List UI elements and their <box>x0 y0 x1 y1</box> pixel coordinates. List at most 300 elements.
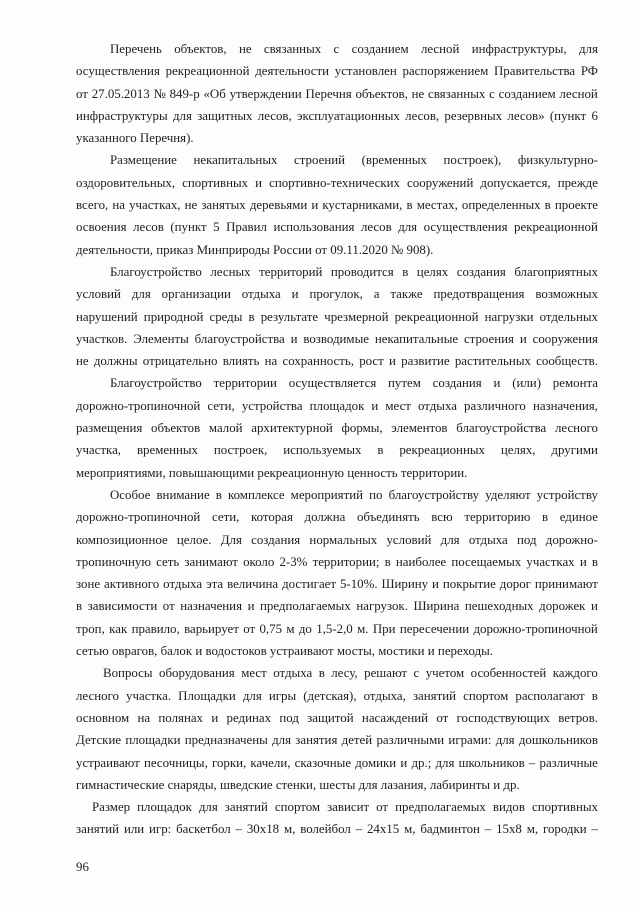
word: Правил <box>226 220 267 235</box>
text-line <box>76 573 598 595</box>
word: городки <box>542 822 587 837</box>
word: и <box>371 398 379 413</box>
word: участках <box>526 554 575 569</box>
word: предназначены <box>184 733 268 748</box>
word: Благоустройство <box>110 376 202 391</box>
word: пересечении <box>399 621 470 636</box>
text-line <box>76 662 598 684</box>
word: зоне <box>76 577 101 592</box>
word: чрезмерной <box>324 309 389 324</box>
word: прогулок, <box>309 287 363 302</box>
word: установлен <box>334 64 397 79</box>
word: нормальных <box>309 532 378 547</box>
word: элементов <box>391 421 448 436</box>
word: занятий <box>76 822 120 837</box>
word: домики <box>355 755 397 770</box>
word: и <box>579 554 587 569</box>
word: отдыха <box>273 666 313 681</box>
word: эта <box>206 577 224 592</box>
word: для <box>131 287 151 302</box>
word: освоения <box>76 220 127 235</box>
word: территорий <box>259 264 323 279</box>
word: особенностей <box>470 666 547 681</box>
text-line <box>76 328 598 350</box>
word: в <box>377 443 384 458</box>
word: целях, <box>500 443 536 458</box>
word: качели, <box>250 755 291 770</box>
word: дорожно-тропиночной <box>76 398 201 413</box>
text-line <box>76 818 598 840</box>
text-line <box>76 484 598 506</box>
text-line <box>76 729 598 751</box>
word: Элементы <box>133 331 189 346</box>
word: среды <box>209 309 243 324</box>
word: территории <box>213 376 277 391</box>
word: горки, <box>211 755 247 770</box>
word: участков. <box>76 331 128 346</box>
word: спортом <box>274 800 321 815</box>
text-line <box>76 350 598 372</box>
paragraph <box>76 484 598 662</box>
word: и <box>291 287 299 302</box>
word: распоряжением <box>402 64 489 79</box>
word: результате <box>260 309 319 324</box>
word: Для <box>220 532 242 547</box>
word: использования <box>273 220 355 235</box>
word: для <box>198 800 218 815</box>
word: баскетбол <box>176 822 231 837</box>
text-line <box>76 551 598 573</box>
word: от <box>436 710 449 725</box>
word: пешеходных <box>464 599 534 614</box>
word: сказочные <box>294 755 352 770</box>
word: занятий <box>224 800 268 815</box>
word: отдыха <box>163 577 203 592</box>
word: осуществления <box>423 220 508 235</box>
word: устраивают <box>76 755 140 770</box>
word: – <box>484 822 492 837</box>
word: кустарниками, <box>322 198 403 213</box>
word: влиять <box>222 354 260 369</box>
word: (пункт <box>549 108 587 123</box>
paragraph <box>76 796 598 841</box>
word: определенных <box>461 198 541 213</box>
word: внимание <box>156 487 210 502</box>
word: спортом <box>463 688 509 703</box>
word: временных <box>136 443 198 458</box>
word: в <box>318 666 325 681</box>
word: с <box>413 666 420 681</box>
word: осуществления <box>76 64 160 79</box>
word: насаждений <box>361 710 429 725</box>
paragraph <box>76 662 598 796</box>
word: устройства <box>241 398 303 413</box>
word: – <box>528 755 536 770</box>
word: рединах <box>226 710 272 725</box>
word: «Об <box>203 86 226 101</box>
word: 15х8 <box>496 822 522 837</box>
text-line <box>76 506 598 528</box>
word: волейбол <box>300 822 351 837</box>
word: и <box>493 376 501 391</box>
word: объектов, <box>174 42 227 56</box>
word: не <box>76 354 89 369</box>
word: созданием <box>498 86 556 101</box>
word: на <box>137 710 151 725</box>
word: используемых <box>283 443 362 458</box>
word: возможных <box>535 287 598 302</box>
word: целое. <box>176 532 212 547</box>
word: решают <box>364 666 408 681</box>
word: полянах <box>158 710 204 725</box>
word: дорог <box>499 577 531 592</box>
word: дорожек <box>539 599 586 614</box>
word: рекреационной <box>394 309 479 324</box>
word: располагают <box>515 688 585 703</box>
word: под <box>517 532 537 547</box>
word: детей <box>341 733 373 748</box>
word: и <box>432 577 439 592</box>
word: (пункт <box>170 220 207 235</box>
word: покрытие <box>442 577 496 592</box>
word: оборудования <box>159 666 235 681</box>
word: др.; <box>411 755 432 770</box>
word: 1,5-2,0 <box>316 621 353 636</box>
word: м, <box>404 822 416 837</box>
text-line: сетью оврагов, балок и водостоков устраивают мосты, мостики и переходы. <box>76 644 494 659</box>
word: Размещение <box>110 153 177 168</box>
word: путем <box>388 376 421 391</box>
word: сети, <box>211 510 240 525</box>
word: сеть <box>156 554 180 569</box>
word: мест <box>241 666 267 681</box>
word: не <box>184 198 198 213</box>
paragraph <box>76 38 598 149</box>
word: построек, <box>213 443 268 458</box>
word: по <box>369 487 383 502</box>
text-line <box>76 172 598 194</box>
word: и <box>590 599 598 614</box>
word: лесов, <box>257 108 292 123</box>
word: защитой <box>307 710 354 725</box>
word: построек), <box>443 153 502 168</box>
word: дошкольников <box>518 733 598 748</box>
word: на <box>264 354 278 369</box>
word: РФ <box>580 64 598 79</box>
text-line <box>76 149 598 171</box>
word: сети, <box>207 398 235 413</box>
word: строения <box>463 331 514 346</box>
word: играми: <box>448 733 492 748</box>
word: Перечень <box>110 42 162 56</box>
word: связанных <box>428 86 486 101</box>
word: единое <box>559 510 598 525</box>
word: Вопросы <box>103 666 153 681</box>
word: сохранность, <box>282 354 354 369</box>
word: и <box>389 354 396 369</box>
word: отрицательно <box>142 354 218 369</box>
word: другими <box>551 443 598 458</box>
text-line <box>76 261 598 283</box>
word: в <box>406 198 413 213</box>
word: песочницы, <box>143 755 208 770</box>
word: деятельности <box>255 64 330 79</box>
word: а <box>373 287 380 302</box>
word: При <box>372 621 396 636</box>
word: оздоровительных, <box>76 175 176 190</box>
word: резервных <box>444 108 503 123</box>
word: лесных <box>210 264 251 279</box>
word: как <box>109 621 128 636</box>
word: территорию <box>464 510 531 525</box>
word: под <box>279 710 299 725</box>
word: м, <box>526 822 539 837</box>
word: (или) <box>512 376 542 391</box>
word: около <box>243 554 275 569</box>
word: каждого <box>552 666 598 681</box>
word: для <box>578 42 598 56</box>
word: 27.05.2013 <box>91 86 150 101</box>
text-line <box>76 38 598 60</box>
word: объектов <box>151 421 201 436</box>
text-line <box>76 707 598 729</box>
word: лесов <box>360 220 392 235</box>
word: отдыха, <box>363 688 406 703</box>
word: величина <box>227 577 279 592</box>
word: различными <box>376 733 445 748</box>
word: созданием <box>351 42 409 56</box>
word: нарушений <box>76 309 138 324</box>
word: с <box>333 42 340 56</box>
paragraph <box>76 372 598 483</box>
text-line <box>76 618 598 640</box>
word: инфраструктуры, <box>471 42 567 56</box>
word: некапитальные <box>374 331 459 346</box>
word: и <box>290 331 298 346</box>
word: 5-10%. <box>339 577 378 592</box>
word: лесной <box>420 42 460 56</box>
word: отдельных <box>539 309 598 324</box>
word: должны <box>93 354 138 369</box>
word: местах, <box>416 198 458 213</box>
word: и <box>255 175 263 190</box>
word: с <box>489 86 495 101</box>
word: или <box>123 822 145 837</box>
word: занятий <box>412 688 457 703</box>
word: лесов, <box>405 108 440 123</box>
word: тропиночную <box>76 554 151 569</box>
word: лесов <box>133 220 164 235</box>
word: создания <box>432 376 482 391</box>
word: и <box>400 755 408 770</box>
text-line <box>76 194 598 216</box>
word: благоустройства <box>456 421 547 436</box>
paragraph <box>76 149 598 260</box>
word: 30х18 <box>246 822 280 837</box>
word: в <box>591 554 598 569</box>
word: отдыха <box>418 398 457 413</box>
word: 2-3% <box>279 554 308 569</box>
word: рекреационной <box>514 220 598 235</box>
word: наиболее <box>395 554 447 569</box>
word: 24х15 <box>366 822 400 837</box>
text-line: деятельности, приказ Минприроды России от 09.11.2020 № 908). <box>76 242 434 257</box>
word: Благоустройство <box>110 264 202 279</box>
text-line: мероприятиями, повышающими рекреационную ценность территории. <box>76 465 468 480</box>
word: архитектурной <box>251 421 333 436</box>
word: лесного <box>554 421 598 436</box>
word: 0,75 <box>259 621 283 636</box>
word: нагрузки <box>484 309 534 324</box>
word: целях <box>416 264 449 279</box>
word: Правительства <box>493 64 576 79</box>
page-number: 96 <box>76 860 89 874</box>
text-line <box>76 105 598 127</box>
word: благоустройству <box>388 487 480 502</box>
word: лесу, <box>331 666 358 681</box>
word: также <box>390 287 423 302</box>
word: не <box>238 42 252 56</box>
word: защитных <box>197 108 253 123</box>
word: м. <box>357 621 369 636</box>
word: площадок <box>137 800 192 815</box>
word: всю <box>431 510 453 525</box>
word: благоустройства <box>194 331 285 346</box>
word: бадминтон <box>420 822 480 837</box>
word: принимают <box>534 577 598 592</box>
word: от <box>162 599 175 614</box>
word: формы, <box>341 421 383 436</box>
word: достигает <box>282 577 337 592</box>
word: до <box>298 621 312 636</box>
word: занятия <box>295 733 338 748</box>
word: на <box>112 198 125 213</box>
word: размещения <box>76 421 143 436</box>
word: малой <box>208 421 243 436</box>
word: условий <box>386 532 432 547</box>
word: участка, <box>76 443 122 458</box>
word: спортивных <box>531 800 598 815</box>
word: создания <box>251 532 301 547</box>
word: (детская), <box>303 688 357 703</box>
word: развитие <box>401 354 450 369</box>
word: рекреационных <box>399 443 485 458</box>
word: спортивно-технических <box>269 175 400 190</box>
word: для <box>272 733 291 748</box>
word: строений <box>294 153 346 168</box>
word: должна <box>304 510 346 525</box>
word: предполагаемых <box>395 800 486 815</box>
word: уделяют <box>485 487 531 502</box>
word: игры <box>268 688 297 703</box>
text-line <box>76 439 598 461</box>
word: дорожно-тропиночной <box>76 510 201 525</box>
word: – <box>355 822 363 837</box>
word: инфраструктуры <box>76 108 168 123</box>
word: которая <box>250 510 293 525</box>
word: для <box>435 755 455 770</box>
word: для <box>172 108 192 123</box>
text-line <box>76 216 598 238</box>
word: занятых <box>201 198 246 213</box>
word: для <box>440 532 460 547</box>
text-line <box>76 395 598 417</box>
word: (временных <box>361 153 427 168</box>
word: растительных <box>454 354 531 369</box>
word: и <box>311 198 319 213</box>
word: активного <box>104 577 160 592</box>
word: природной <box>143 309 204 324</box>
word: проводится <box>330 264 394 279</box>
word: в <box>591 688 598 703</box>
word: прежде <box>557 175 598 190</box>
word: м <box>286 621 295 636</box>
word: школьников <box>458 755 525 770</box>
word: дорожно- <box>545 532 598 547</box>
word: некапитальных <box>193 153 278 168</box>
word: связанных <box>263 42 322 56</box>
word: 6 <box>591 108 598 123</box>
word: варьирует <box>184 621 239 636</box>
word: сооружений <box>407 175 474 190</box>
word: благоприятных <box>514 264 598 279</box>
word: от <box>376 800 389 815</box>
word: правило, <box>131 621 180 636</box>
word: ремонта <box>552 376 598 391</box>
paragraph <box>76 261 598 372</box>
word: мероприятий <box>290 487 364 502</box>
word: ветров. <box>558 710 598 725</box>
word: различные <box>539 755 598 770</box>
word: 849-р <box>169 86 200 101</box>
text-line <box>76 529 598 551</box>
word: м, <box>283 822 296 837</box>
word: основном <box>76 710 130 725</box>
word: 5 <box>213 220 220 235</box>
body-text <box>76 38 598 841</box>
word: различного <box>464 398 526 413</box>
word: троп, <box>76 621 105 636</box>
word: участка. <box>126 688 172 703</box>
text-line <box>76 306 598 328</box>
word: организации <box>161 287 231 302</box>
word: сооружения <box>532 331 598 346</box>
word: территории; <box>312 554 380 569</box>
word: для <box>242 688 262 703</box>
word: отдыха <box>241 287 281 302</box>
word: Ширину <box>381 577 429 592</box>
word: Перечня <box>305 86 352 101</box>
text-line <box>76 60 598 82</box>
word: площадки <box>125 733 181 748</box>
word: предполагаемых <box>260 599 351 614</box>
word: зависит <box>327 800 370 815</box>
word: для <box>495 733 515 748</box>
word: и <box>211 710 219 725</box>
word: условий <box>76 287 121 302</box>
word: занимают <box>184 554 238 569</box>
word: спортивных <box>182 175 249 190</box>
word: в <box>248 309 255 324</box>
word: в <box>544 198 551 213</box>
word: от <box>243 621 256 636</box>
word: зависимости <box>87 599 158 614</box>
word: учетом <box>425 666 465 681</box>
text-line <box>76 283 598 305</box>
word: создания <box>456 264 506 279</box>
word: Размер <box>92 800 131 815</box>
word: дорожно-тропиночной <box>473 621 598 636</box>
